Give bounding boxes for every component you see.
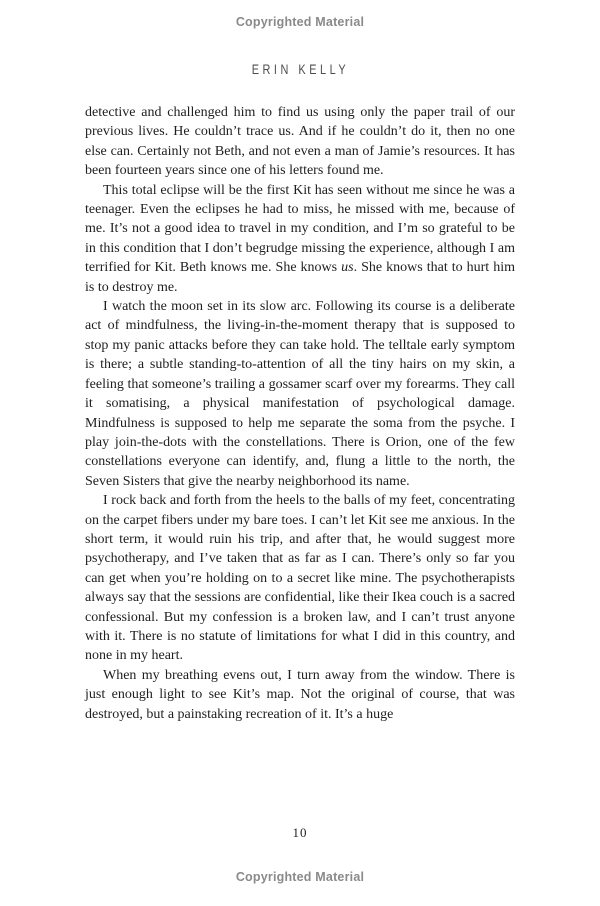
text-segment: When my breathing evens out, I turn away from the window. There is just enough light to see Kit’s map. Not the original of course, that was destroyed, but a painstaking recreation of it. It’s a huge [85,667,515,722]
copyright-notice-top: Copyrighted Material [235,15,365,29]
text-segment: I watch the moon set in its slow arc. Following its course is a deliberate act of mindfulness, the living-in-the-moment therapy that is supposed to stop my panic attacks before they can take hold. The telltale early symptom is there; a subtle standing-to-attention of all the tiny hairs on my skin, a feeling that someone’s trailing a gossamer scarf over my forearms. They call it somatising, a physical manifestation of psychological damage. Mindfulness is supposed to help me separate the soma from the psyche. I play join-the-dots with the constellations. There is Orion, one of the few constellations everyone can identify, and, flung a little to the north, the Seven Sisters that give the nearby neighborhood its name. [85,299,515,489]
body-text [85,103,515,724]
text-segment: . She knows that to hurt him is to destroy me. [85,260,515,295]
paragraph [85,181,515,297]
page-number: 10 [292,825,308,840]
paragraph [85,666,515,724]
paragraph [85,103,515,181]
italic-text: us [341,260,354,276]
text-segment: I rock back and forth from the heels to the balls of my feet, concentrating on the carpet fibers under my bare toes. I can’t let Kit see me anxious. In the short term, it would ruin his trip, and after that, he would suggest more psychotherapy, and I’ve taken that as far as I can. There’s only so far you can get when you’re holding on to a secret like mine. The psychotherapists always say that the sessions are confidential, like their Ikea couch is a sacred confessional. But my confession is a broken law, and I can’t trust anyone with it. There is no statute of limitations for what I did in this country, and none in my heart. [85,493,515,664]
running-header [0,61,600,79]
paragraph [85,297,515,491]
paragraph [85,491,515,666]
text-segment: detective and challenged him to find us using only the paper trail of our previous lives. He couldn’t trace us. And if he couldn’t do it, then no one else can. Certainly not Beth, and not even a man of Jamie’s resources. It has been fourteen years since one of his letters found me. [85,105,515,179]
text-segment: This total eclipse will be the first Kit has seen without me since he was a teenager. Even the eclipses he had to miss, he missed with me, because of me. It’s not a good idea to travel in my condition, and I’m so grateful to be in this condition that I don’t begrudge missing the experience, although I am terrified for Kit. Beth knows me. She knows [85,182,515,276]
running-header-author: ERIN KELLY [251,61,349,77]
copyright-notice-bottom: Copyrighted Material [235,870,365,884]
